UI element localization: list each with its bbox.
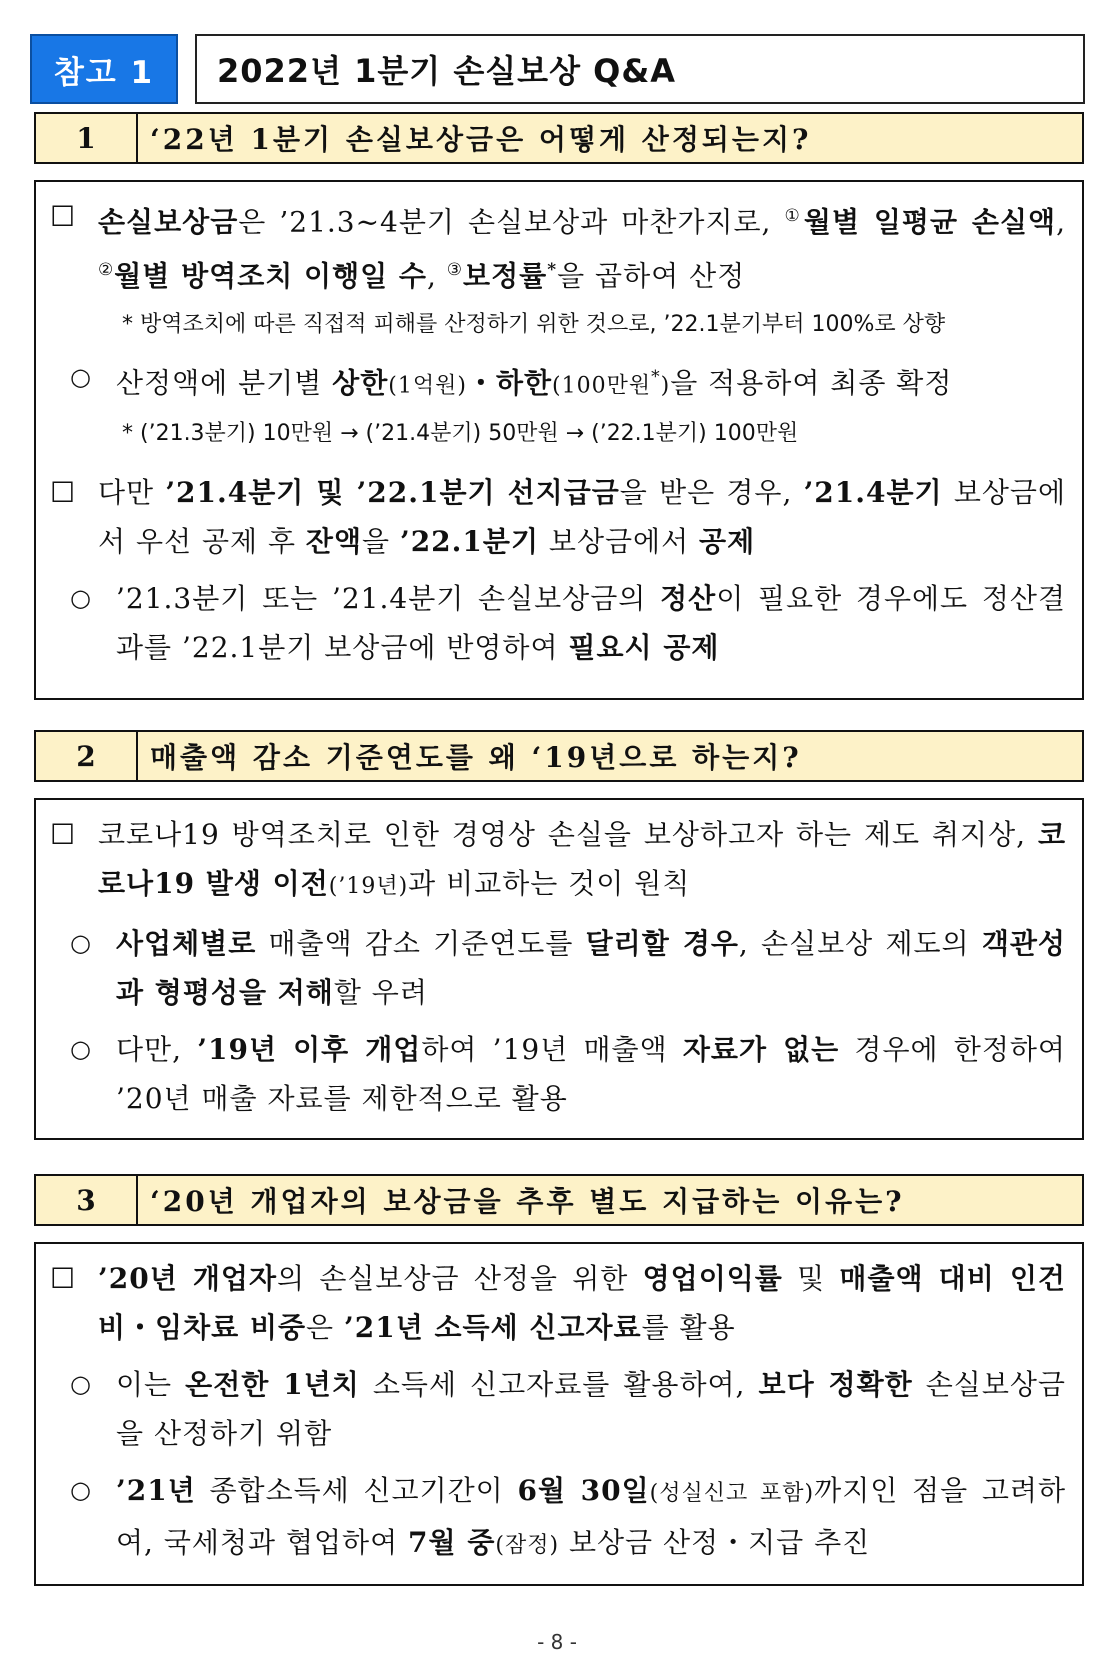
text-bold: 상한 — [332, 365, 389, 399]
text: 코로나19 방역조치로 인한 경영상 손실을 보상하고자 하는 제도 취지상, — [98, 818, 1038, 851]
reference-tag: 참고 1 — [30, 34, 178, 104]
text-small: (’19년) — [328, 874, 409, 899]
sub-paragraph — [50, 919, 1066, 1017]
square-bullet-icon: ☐ — [50, 1262, 77, 1295]
text: , 손실보상 제도의 — [738, 927, 982, 960]
text-bold: 월별 방역조치 이행일 수 — [114, 259, 427, 293]
text: 을 받은 경우, — [619, 475, 804, 509]
text: 및 — [782, 1262, 840, 1295]
text-bold: ’21.4분기 및 ’22.1분기 선지급금 — [165, 475, 620, 509]
text-bold: 공제 — [699, 524, 756, 558]
section-number: 3 — [36, 1176, 138, 1224]
text: 를 활용 — [641, 1311, 736, 1344]
text: 손실보상금을 산정하기 위함 — [116, 1368, 1066, 1450]
text: 이는 — [116, 1368, 186, 1401]
text-bold: 필요시 공제 — [568, 630, 720, 664]
paragraph — [50, 192, 1066, 301]
text: 이 필요한 경우에도 정산결과를 ’22.1분기 보상금에 반영하여 — [116, 581, 1066, 664]
circle-bullet-icon: ○ — [70, 929, 92, 957]
footnote: * (’21.3분기) 10만원 → (’21.4분기) 50만원 → (’22.1분기) 100만원 — [122, 420, 799, 446]
section-3-answer — [34, 1242, 1084, 1586]
circle-bullet-icon: ○ — [70, 1370, 92, 1398]
page-number: - 8 - — [537, 1630, 577, 1654]
text: 다만 — [98, 475, 166, 509]
square-bullet-icon: ☐ — [50, 200, 77, 233]
text-bold: 매출액 대비 인건비・임차료 비중 — [98, 1262, 1066, 1344]
circle-bullet-icon: ○ — [70, 583, 92, 612]
text-bold: 보정률 — [463, 259, 548, 293]
text-bold: ・ — [466, 365, 496, 399]
text: 산정액에 분기별 — [116, 365, 333, 399]
text: , — [1056, 205, 1066, 239]
paragraph — [50, 810, 1066, 911]
text-small: (잠정) — [495, 1533, 560, 1558]
sub-paragraph — [50, 1025, 1066, 1123]
circle-bullet-icon: ○ — [70, 1476, 92, 1504]
text-bold: 객관성과 형평성을 저해 — [116, 927, 1066, 1009]
text-bold: 손실보상금 — [98, 205, 239, 239]
text: 의 손실보상금 산정을 위한 — [277, 1262, 643, 1295]
text-small: (100만원 — [552, 372, 652, 398]
text-bold: 7월 중 — [408, 1526, 496, 1559]
text: 하여 ’19년 매출액 — [421, 1033, 683, 1066]
text-bold: ’20년 개업자 — [98, 1262, 278, 1295]
sub-paragraph — [50, 574, 1066, 672]
paragraph — [50, 1254, 1066, 1352]
text: 경우에 한정하여 ’20년 매출 자료를 제한적으로 활용 — [116, 1033, 1066, 1115]
text-bold: 월별 일평균 손실액 — [803, 205, 1057, 239]
section-question: ‘22년 1분기 손실보상금은 어떻게 산정되는지? — [150, 123, 812, 156]
section-1-header — [34, 112, 1084, 164]
text: 까지인 점을 고려하여, 국세청과 협업하여 — [116, 1474, 1067, 1559]
section-question: 매출액 감소 기준연도를 왜 ‘19년으로 하는지? — [150, 741, 802, 774]
text-bold: 사업체별로 — [116, 927, 257, 960]
circled-number: ② — [98, 260, 115, 281]
square-bullet-icon: ☐ — [50, 818, 77, 851]
section-2-answer — [34, 798, 1084, 1140]
text: 과 비교하는 것이 원칙 — [408, 867, 691, 900]
footnote-star: * — [651, 366, 661, 387]
circle-bullet-icon: ○ — [70, 1035, 92, 1063]
text-small: (1억원) — [388, 372, 467, 398]
page-title: 2022년 1분기 손실보상 Q&A — [195, 34, 1085, 104]
sub-paragraph — [50, 353, 1066, 410]
text: 소득세 신고자료를 활용하여, — [359, 1368, 759, 1401]
text-bold: 하한 — [495, 365, 553, 399]
sub-paragraph — [50, 1466, 1066, 1570]
text-bold: 영업이익률 — [642, 1262, 783, 1295]
section-question: ‘20년 개업자의 보상금을 추후 별도 지급하는 이유는? — [150, 1185, 905, 1218]
section-3-header — [34, 1174, 1084, 1226]
section-2-header — [34, 730, 1084, 782]
sub-paragraph — [50, 1360, 1066, 1458]
text-bold: 정산 — [660, 581, 717, 615]
text-small: ) — [660, 372, 671, 398]
text-bold: ’22.1분기 — [399, 524, 539, 558]
text-bold: 달리할 경우 — [585, 927, 739, 960]
text: 할 우려 — [333, 976, 428, 1009]
text: 종합소득세 신고기간이 — [195, 1474, 518, 1507]
text: 보상금에서 우선 공제 후 — [98, 475, 1067, 558]
section-number: 2 — [36, 732, 138, 780]
text: , — [426, 259, 447, 293]
text: 은 ’21.3~4분기 손실보상과 마찬가지로, — [238, 205, 785, 239]
text-bold: ’19년 이후 개업 — [197, 1033, 422, 1066]
text-bold: 코로나19 발생 이전 — [98, 818, 1066, 900]
paragraph — [50, 468, 1066, 566]
text-bold: 보다 정확한 — [758, 1368, 913, 1401]
text: 을 — [362, 524, 400, 558]
footnote: * 방역조치에 따른 직접적 피해를 산정하기 위한 것으로, ’22.1분기부터 100%로 상향 — [122, 311, 946, 337]
text: ’21.3분기 또는 ’21.4분기 손실보상금의 — [116, 581, 661, 615]
text: 은 — [306, 1311, 344, 1344]
circle-bullet-icon: ○ — [70, 362, 92, 391]
circled-number: ③ — [446, 260, 464, 281]
footnote-star: * — [547, 260, 558, 281]
text-bold: 온전한 1년치 — [185, 1368, 360, 1401]
text-small: (성실신고 포함) — [649, 1481, 815, 1506]
text-bold: ’21년 — [116, 1474, 196, 1507]
text: 다만, — [116, 1033, 198, 1066]
text: 보상금 산정・지급 추진 — [559, 1526, 871, 1559]
square-bullet-icon: ☐ — [50, 475, 77, 509]
text: 을 적용하여 최종 확정 — [670, 365, 953, 399]
text-bold: 자료가 없는 — [682, 1033, 840, 1066]
text-bold: ’21.4분기 — [803, 475, 943, 509]
section-number: 1 — [36, 114, 138, 162]
text: 매출액 감소 기준연도를 — [256, 927, 586, 960]
text: 보상금에서 — [539, 524, 700, 558]
text-bold: 6월 30일 — [517, 1474, 650, 1507]
text: 을 곱하여 산정 — [557, 259, 746, 293]
circled-number: ① — [784, 206, 804, 226]
text-bold: ’21년 소득세 신고자료 — [344, 1311, 642, 1344]
text-bold: 잔액 — [305, 524, 362, 558]
section-1-answer — [34, 180, 1084, 700]
